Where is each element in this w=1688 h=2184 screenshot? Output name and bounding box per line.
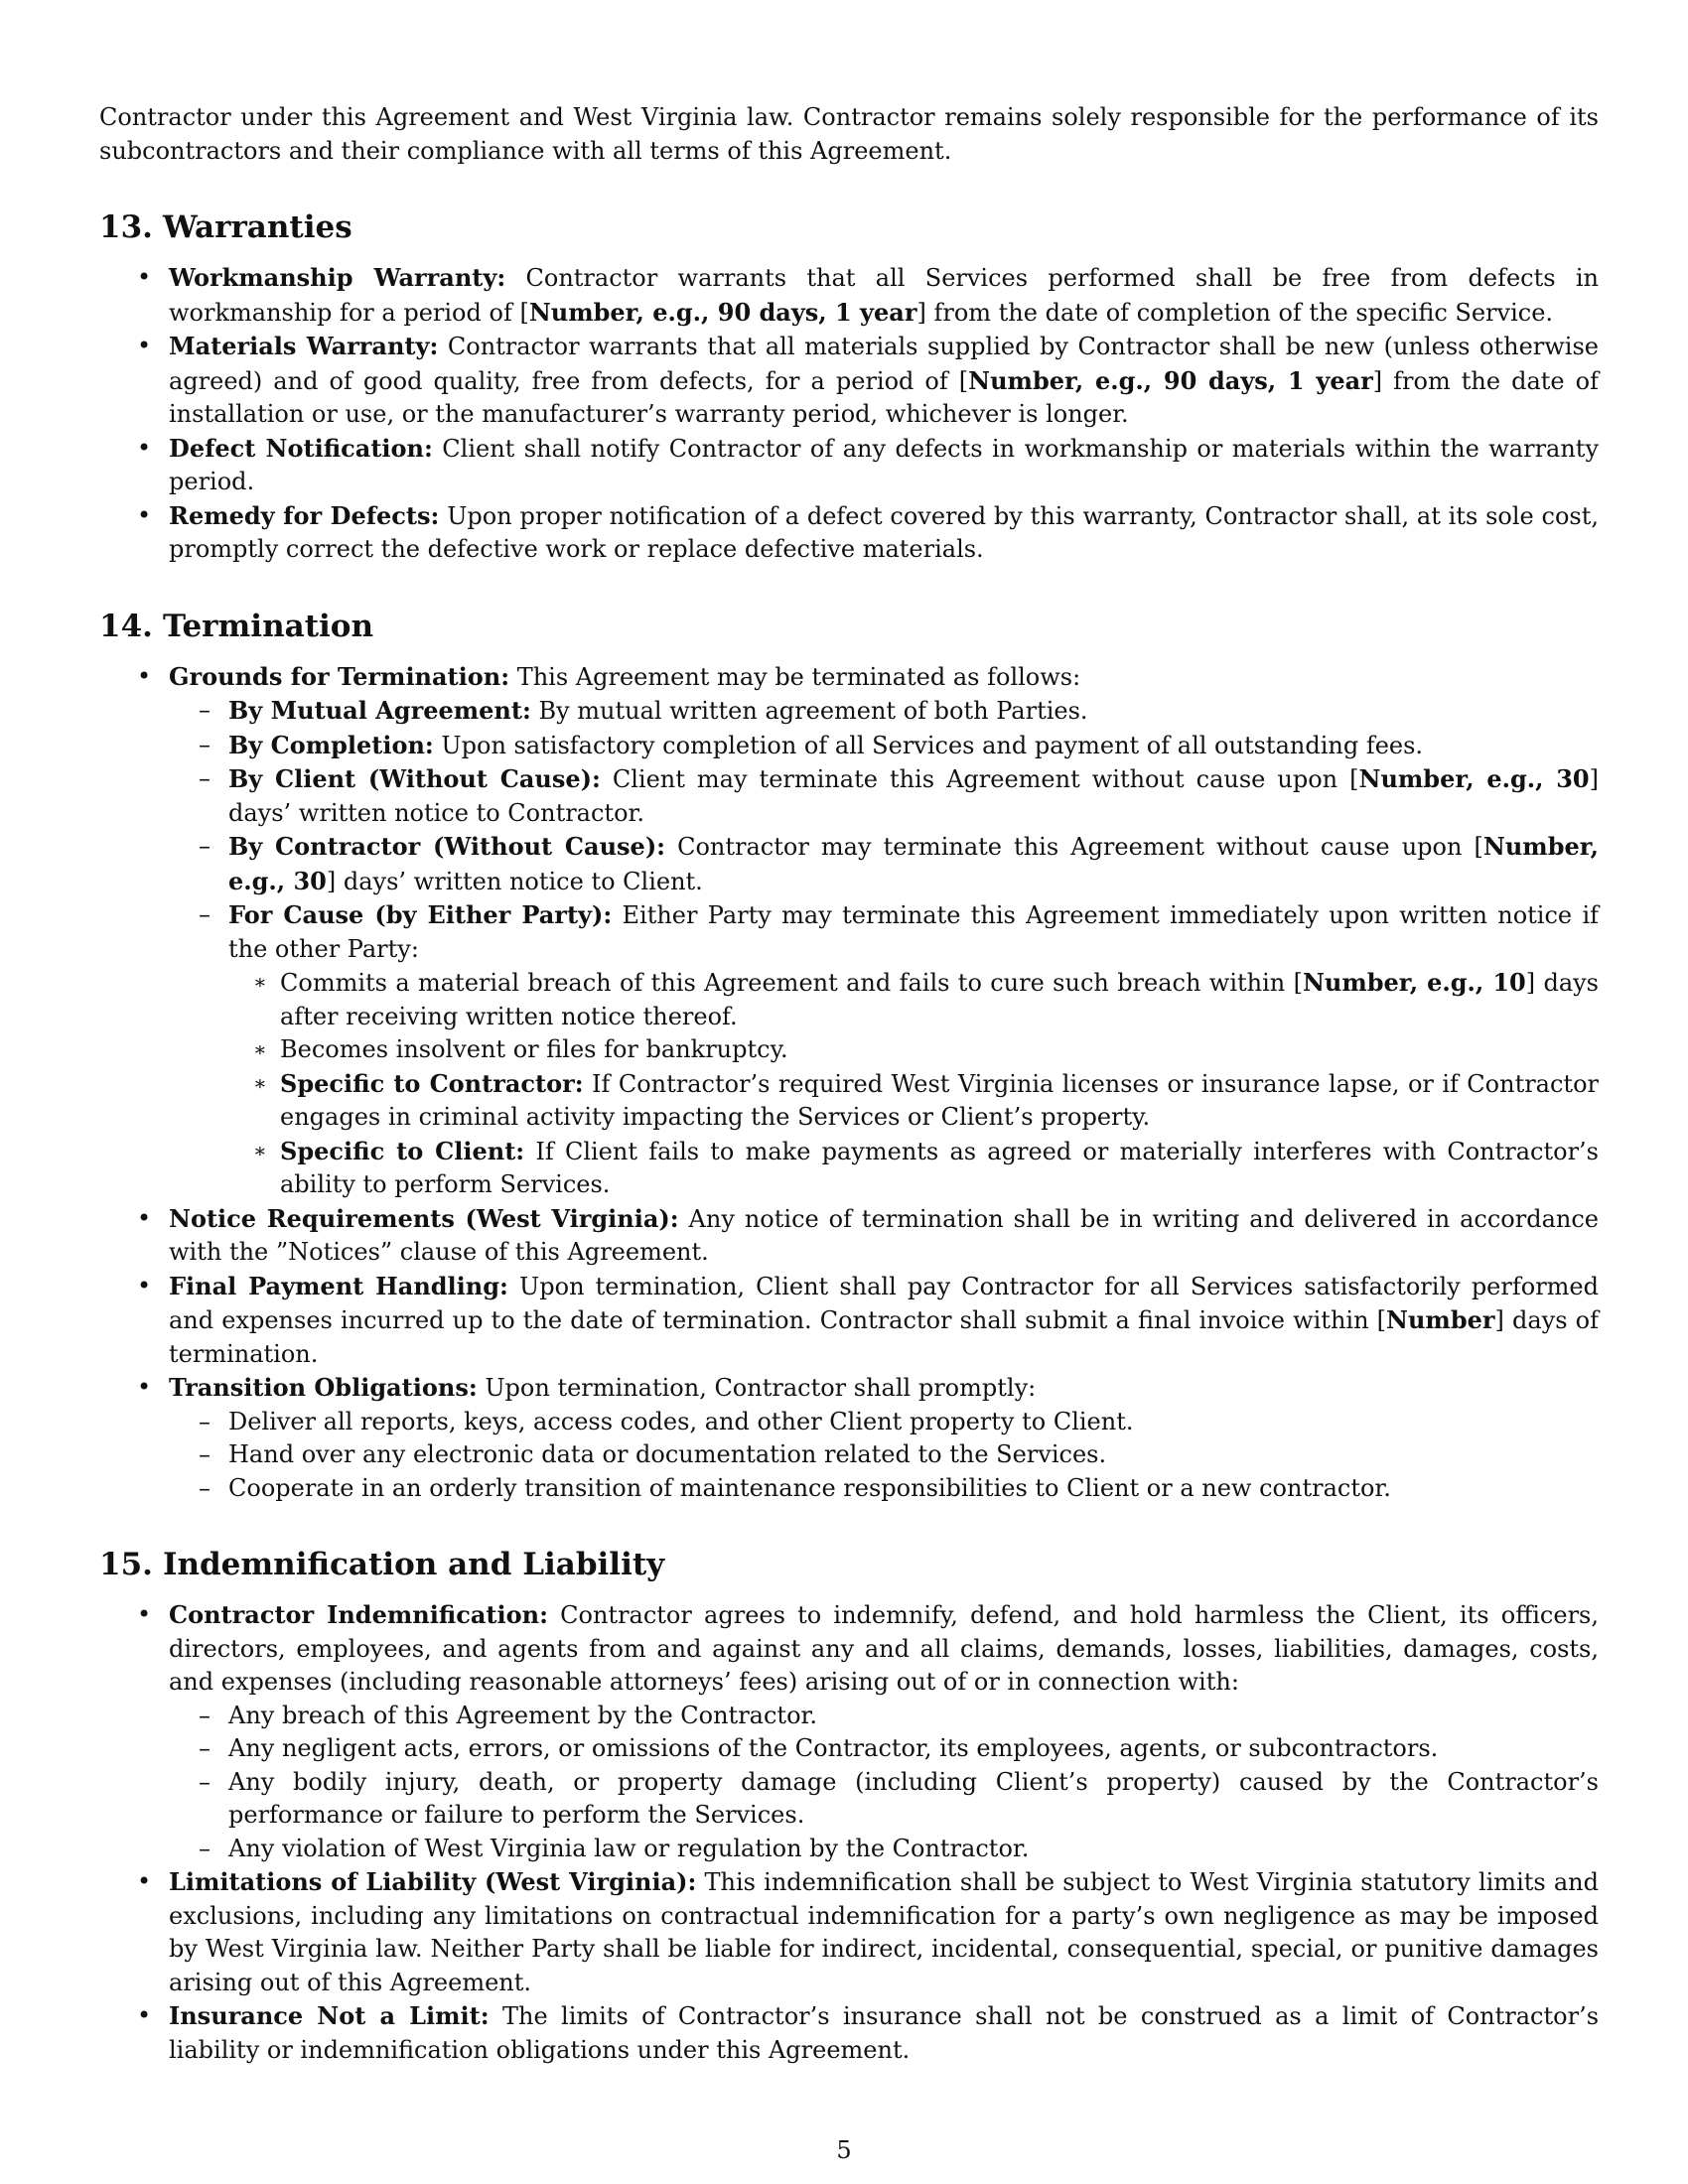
- transition-sublist: [169, 1406, 1599, 1506]
- sub-list-item: [169, 694, 1599, 729]
- item-text: This Agreement may be terminated as follows:: [509, 662, 1081, 691]
- warranties-list: [99, 261, 1599, 567]
- termination-list: [99, 660, 1599, 1506]
- list-item-insurance: [99, 1999, 1599, 2067]
- item-text: Contractor warrants that all Services performed shall be free from defects in workmanship for a period of [: [169, 264, 1600, 327]
- item-text: Upon termination, Contractor shall promptly:: [477, 1374, 1037, 1402]
- item-text: Client shall notify Contractor of any defects in workmanship or materials within the warranty period.: [169, 434, 1600, 495]
- sub-list-item: [169, 1766, 1599, 1833]
- sub-list-item: [169, 1406, 1599, 1439]
- item-text: Contractor agrees to indemnify, defend, and hold harmless the Client, its officers, directors, employees, and agents from and against any and all claims, demands, losses, liabilities, damages, costs, and expenses (including reasonable attorneys’ fees) arising out of or in connection with:: [169, 1601, 1599, 1696]
- item-label: Specific to Client:: [280, 1136, 525, 1165]
- item-text: Any breach of this Agreement by the Contractor.: [228, 1701, 817, 1729]
- item-label: Grounds for Termination:: [169, 661, 510, 691]
- sub-sub-list-item: [228, 966, 1599, 1033]
- list-item: [99, 499, 1599, 567]
- item-label: By Client (Without Cause):: [228, 764, 601, 793]
- list-item-final-payment: [99, 1270, 1599, 1372]
- bullet-icon: •: [137, 332, 152, 359]
- dash-icon: –: [199, 696, 211, 724]
- sub-list-item: [169, 830, 1599, 898]
- item-text: This indemnification shall be subject to West Virginia statutory limits and exclusions, including any limitations on contractual indemnification for a party’s own negligence as may be imposed by West Virginia law. Neither Party shall be liable for indirect, incidental, consequential, special, or punitive damages arising out of this Agreement.: [169, 1868, 1600, 1996]
- sub-list-item: [169, 1833, 1599, 1866]
- placeholder-text: Number, e.g., 90 days, 1 year: [528, 297, 917, 327]
- bullet-icon: •: [137, 2001, 152, 2029]
- bullet-icon: •: [137, 500, 152, 529]
- list-item: [99, 432, 1599, 499]
- placeholder-text: Number, e.g., 10: [1302, 968, 1526, 997]
- item-label: Specific to Contractor:: [280, 1068, 584, 1098]
- item-text: Contractor warrants that all materials supplied by Contractor shall be new (unless otherwise agreed) and of good quality, free from defects, for a period of [: [169, 333, 1599, 395]
- item-text: By mutual written agreement of both Parties.: [530, 697, 1088, 725]
- for-cause-sublist: [228, 966, 1599, 1202]
- sub-list-item: [169, 1732, 1599, 1766]
- bullet-icon: •: [137, 1600, 152, 1628]
- item-text: The limits of Contractor’s insurance shall not be construed as a limit of Contractor’s liability or indemnification obligations under this Agreement.: [169, 2002, 1600, 2064]
- item-text: Any negligent acts, errors, or omissions of the Contractor, its employees, agents, or subcontractors.: [228, 1734, 1439, 1762]
- item-text: Cooperate in an orderly transition of maintenance responsibilities to Client or a new contractor.: [228, 1473, 1391, 1502]
- grounds-sublist: [169, 694, 1599, 1202]
- item-text: Any notice of termination shall be in writing and delivered in accordance with the ”Notices” clause of this Agreement.: [169, 1204, 1599, 1266]
- placeholder-text: Number, e.g., 30: [228, 832, 1599, 895]
- list-item-limitations: [99, 1865, 1599, 1999]
- item-label: Remedy for Defects:: [169, 500, 440, 530]
- list-item-grounds: [99, 660, 1599, 1202]
- item-label: Workmanship Warranty:: [169, 263, 506, 292]
- item-label: Materials Warranty:: [169, 332, 439, 360]
- item-label: Final Payment Handling:: [169, 1271, 508, 1300]
- dash-icon: –: [199, 900, 211, 928]
- item-label: Transition Obligations:: [169, 1373, 478, 1402]
- list-item-contractor-indemnification: [99, 1598, 1599, 1865]
- sub-list-item: [169, 1438, 1599, 1472]
- item-text: Upon termination, Client shall pay Contractor for all Services satisfactorily performed and expenses incurred up to the date of termination. Contractor shall submit a final invoice within [: [169, 1272, 1599, 1334]
- bullet-icon: •: [137, 433, 152, 462]
- dash-icon: –: [199, 832, 211, 860]
- placeholder-text: Number, e.g., 30: [1358, 764, 1590, 793]
- item-text: Any violation of West Virginia law or regulation by the Contractor.: [228, 1834, 1030, 1862]
- section-number: 15.: [99, 1547, 153, 1582]
- item-text: Hand over any electronic data or documentation related to the Services.: [228, 1440, 1107, 1468]
- sub-sub-list-item: [228, 1135, 1599, 1202]
- item-text: Becomes insolvent or files for bankruptcy.: [280, 1035, 788, 1063]
- asterisk-icon: ∗: [253, 1138, 267, 1162]
- item-text: Commits a material breach of this Agreement and fails to cure such breach within [: [280, 969, 1303, 997]
- item-label: Contractor Indemnification:: [169, 1600, 548, 1629]
- section-number: 13.: [99, 209, 153, 245]
- item-text: Contractor may terminate this Agreement without cause upon [: [665, 833, 1483, 861]
- page-number: 5: [836, 2136, 852, 2164]
- list-item-notice: [99, 1202, 1599, 1270]
- list-item-transition: [99, 1371, 1599, 1505]
- section-14-heading: [99, 607, 1599, 646]
- placeholder-text: Number, e.g., 90 days, 1 year: [968, 365, 1373, 395]
- item-text: Upon proper notification of a defect covered by this warranty, Contractor shall, at its sole cost, promptly correct the defective work or replace defective materials.: [169, 501, 1599, 563]
- item-text: ] days’ written notice to Contractor.: [228, 765, 1600, 827]
- section-title: Indemnification and Liability: [162, 1547, 665, 1582]
- item-text: If Client fails to make payments as agreed or materially interferes with Contractor’s ability to perform Services.: [280, 1137, 1599, 1198]
- item-text: Either Party may terminate this Agreement immediately upon written notice if the other Party:: [228, 901, 1599, 963]
- section-15-heading: [99, 1545, 1599, 1584]
- item-label: Insurance Not a Limit:: [169, 2001, 490, 2030]
- sub-sub-list-item: [228, 1033, 1599, 1067]
- item-text: ] from the date of completion of the specific Service.: [916, 298, 1554, 327]
- bullet-icon: •: [137, 1867, 152, 1895]
- sub-sub-list-item: [228, 1067, 1599, 1135]
- item-text: Deliver all reports, keys, access codes, and other Client property to Client.: [228, 1407, 1134, 1435]
- dash-icon: –: [199, 764, 211, 792]
- indemnification-list: [99, 1598, 1599, 2067]
- item-label: By Mutual Agreement:: [228, 696, 531, 725]
- bullet-icon: •: [137, 1373, 152, 1401]
- list-item: [99, 261, 1599, 330]
- item-text: Client may terminate this Agreement without cause upon [: [600, 765, 1359, 793]
- sub-list-item: [169, 762, 1599, 830]
- indemnification-sublist: [169, 1700, 1599, 1866]
- bullet-icon: •: [137, 1271, 152, 1299]
- dash-icon: –: [199, 1734, 211, 1762]
- item-text: ] from the date of installation or use, or the manufacturer’s warranty period, whichever is longer.: [169, 366, 1599, 428]
- section-title: Warranties: [162, 209, 352, 245]
- section-title: Termination: [162, 608, 374, 644]
- item-label: Limitations of Liability (West Virginia):: [169, 1867, 697, 1896]
- section-number: 14.: [99, 608, 153, 644]
- dash-icon: –: [199, 1473, 211, 1502]
- item-text: ] days after receiving written notice thereof.: [280, 969, 1599, 1030]
- sub-list-item: [169, 1472, 1599, 1506]
- item-text: ] days’ written notice to Client.: [326, 867, 703, 895]
- bullet-icon: •: [137, 263, 152, 291]
- dash-icon: –: [199, 730, 211, 758]
- asterisk-icon: ∗: [253, 1037, 267, 1061]
- item-text: If Contractor’s required West Virginia licenses or insurance lapse, or if Contractor engages in criminal activity impacting the Services or Client’s property.: [280, 1069, 1599, 1131]
- dash-icon: –: [199, 1407, 211, 1435]
- dash-icon: –: [199, 1834, 211, 1862]
- document-content: [99, 101, 1599, 2067]
- intro-paragraph: Contractor under this Agreement and West Virginia law. Contractor remains solely responsible for the performance of its subcontractors and their compliance with all terms of this Agreement.: [99, 103, 1599, 165]
- placeholder-text: Number: [1386, 1305, 1495, 1334]
- item-text: ] days of termination.: [169, 1306, 1599, 1368]
- bullet-icon: •: [137, 661, 152, 690]
- list-item: [99, 330, 1599, 432]
- sub-list-item: [169, 729, 1599, 763]
- bullet-icon: •: [137, 1203, 152, 1232]
- section-13-heading: [99, 207, 1599, 247]
- asterisk-icon: ∗: [253, 970, 267, 994]
- item-label: For Cause (by Either Party):: [228, 900, 613, 929]
- sub-list-item-for-cause: [169, 898, 1599, 1202]
- item-label: Notice Requirements (West Virginia):: [169, 1203, 679, 1233]
- item-label: By Completion:: [228, 730, 434, 759]
- dash-icon: –: [199, 1767, 211, 1796]
- item-text: Upon satisfactory completion of all Services and payment of all outstanding fees.: [433, 731, 1424, 759]
- asterisk-icon: ∗: [253, 1070, 267, 1095]
- item-text: Any bodily injury, death, or property damage (including Client’s property) caused by the Contractor’s performance or failure to perform the Services.: [228, 1767, 1599, 1829]
- item-label: Defect Notification:: [169, 433, 433, 463]
- dash-icon: –: [199, 1701, 211, 1729]
- item-label: By Contractor (Without Cause):: [228, 832, 666, 861]
- dash-icon: –: [199, 1440, 211, 1468]
- sub-list-item: [169, 1700, 1599, 1733]
